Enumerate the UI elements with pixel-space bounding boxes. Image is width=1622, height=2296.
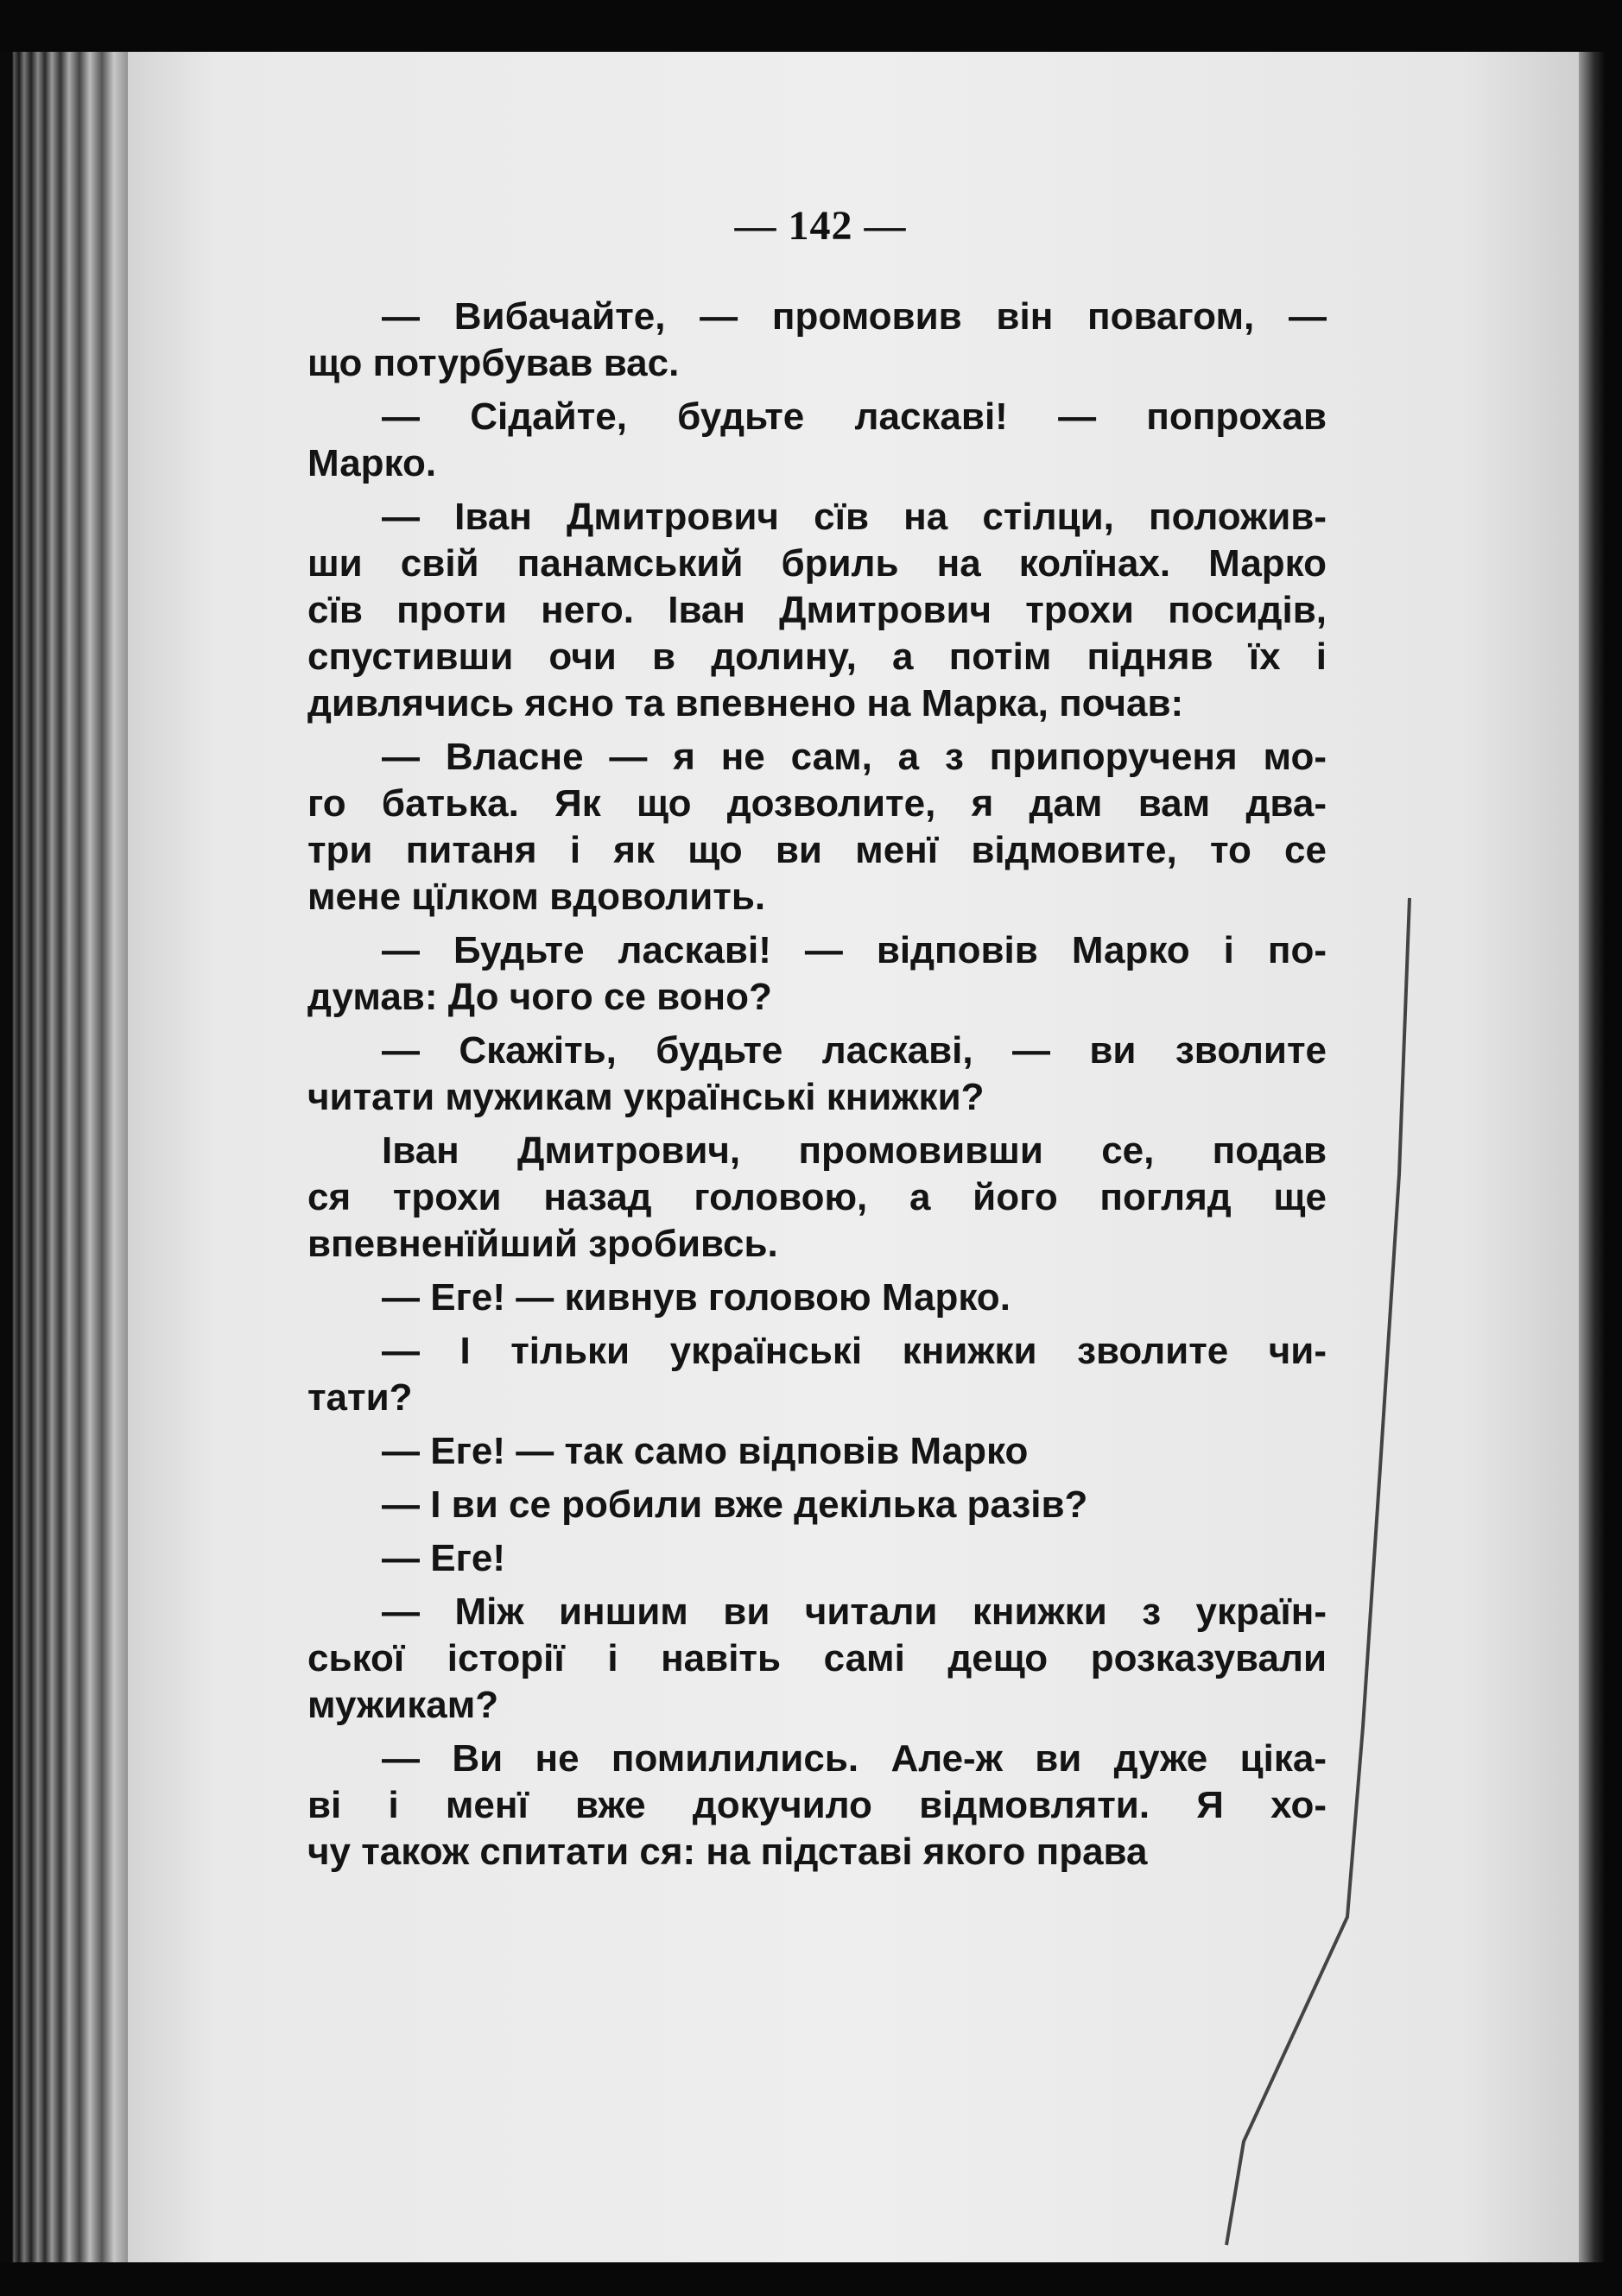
text-line: — Скажіть, будьте ласкаві, — ви зволите <box>382 1029 1327 1072</box>
text-line: ської історії і навіть самі дещо розказували <box>307 1637 1327 1679</box>
paragraph <box>307 394 1327 487</box>
text-line: сїв проти него. Іван Дмитрович трохи посидів, <box>307 589 1327 631</box>
book-spine-edge <box>0 52 130 2262</box>
text-line: — Іван Дмитрович сїв на стілци, положив- <box>382 496 1327 538</box>
page-number: — 142 — <box>734 203 907 249</box>
text-line: спустивши очи в долину, а потім підняв їх і <box>307 636 1327 678</box>
paragraph <box>307 1275 1327 1321</box>
text-line: Іван Дмитрович, промовивши се, подав <box>382 1129 1327 1172</box>
text-line: — Еге! <box>382 1537 506 1579</box>
text-line: три питаня і як що ви менї відмовите, то се <box>307 829 1327 871</box>
text-line: думав: До чого се воно? <box>307 976 772 1018</box>
text-line: — І тільки українські книжки зволите чи- <box>382 1330 1327 1372</box>
text-line: го батька. Як що дозволите, я дам вам два- <box>307 782 1327 825</box>
text-line: — Будьте ласкаві! — відповів Марко і по- <box>382 929 1327 971</box>
paragraph <box>307 1128 1327 1268</box>
paragraph <box>307 927 1327 1021</box>
text-line: що потурбував вас. <box>307 342 680 384</box>
text-line: ся трохи назад головою, а його погляд ще <box>307 1176 1327 1218</box>
paragraph <box>307 1736 1327 1875</box>
paragraph <box>307 294 1327 387</box>
text-line: — Еге! — кивнув головою Марко. <box>382 1276 1011 1319</box>
text-line: читати мужикам українські книжки? <box>307 1076 985 1118</box>
text-line: тати? <box>307 1376 413 1419</box>
paragraph <box>307 1328 1327 1421</box>
text-line: — Власне — я не сам, а з припорученя мо- <box>382 736 1327 778</box>
text-line: дивлячись ясно та впевнено на Марка, почав: <box>307 682 1184 724</box>
text-line: мене цїлком вдоволить. <box>307 876 766 918</box>
text-line: — Еге! — так само відповів Марко <box>382 1430 1029 1472</box>
page-right-edge <box>1579 52 1605 2262</box>
text-line: чу також спитати ся: на підставі якого права <box>307 1831 1148 1873</box>
text-line: — Сідайте, будьте ласкаві! — попрохав <box>382 395 1327 438</box>
paragraph <box>307 1589 1327 1729</box>
text-line: — Вибачайте, — промовив він повагом, — <box>382 295 1327 338</box>
text-line: впевненїйший зробивсь. <box>307 1223 778 1265</box>
page-body-text <box>307 294 1327 1882</box>
text-line: — Ви не помилились. Але-ж ви дуже ціка- <box>382 1737 1327 1780</box>
paragraph <box>307 1482 1327 1528</box>
paragraph <box>307 734 1327 920</box>
paragraph <box>307 1028 1327 1121</box>
text-line: — І ви се робили вже декілька разів? <box>382 1483 1088 1526</box>
paragraph <box>307 494 1327 727</box>
text-line: ши свій панамський бриль на колїнах. Марко <box>307 542 1327 585</box>
text-line: — Між иншим ви читали книжки з україн- <box>382 1591 1327 1633</box>
text-line: мужикам? <box>307 1684 499 1726</box>
text-line: ві і менї вже докучило відмовляти. Я хо- <box>307 1784 1327 1826</box>
text-line: Марко. <box>307 442 437 484</box>
paragraph <box>307 1428 1327 1475</box>
paragraph <box>307 1535 1327 1582</box>
